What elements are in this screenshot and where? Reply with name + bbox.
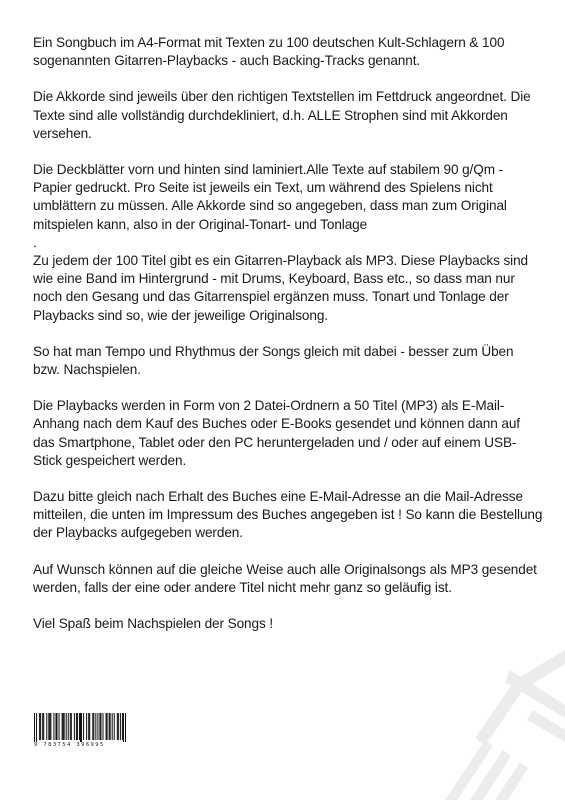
barcode-bar	[89, 713, 90, 740]
paragraph-print-quality: Die Deckblätter vorn und hinten sind laminiert.Alle Texte auf stabilem 90 g/Qm - Papier gedruckt. Pro Seite ist jeweils ein Text, um während des Spielens nicht umblättern zu müssen. Alle Akkorde sind so angegeben, dass man zum Original mitspielen kann, also in der Original-Tonart- und Tonlage	[33, 162, 507, 232]
paragraph-chords: Die Akkorde sind jeweils über den richtigen Textstellen im Fettdruck angeordnet. Die Texte sind alle vollständig durchdekliniert, d.h. ALLE Strophen sind mit Akkorden versehen.	[33, 89, 531, 141]
barcode-bar	[102, 713, 103, 740]
barcode-bar	[80, 713, 81, 743]
barcode-bar	[109, 713, 110, 740]
paragraph-intro: Ein Songbuch im A4-Format mit Texten zu 100 deutschen Kult-Schlagern & 100 sogenannten Gitarren-Playbacks - auch Backing-Tracks genannt.	[33, 35, 505, 69]
barcode-bar	[125, 713, 126, 743]
barcode-bar	[48, 713, 49, 740]
barcode-bar	[34, 713, 35, 743]
barcode-bar	[62, 713, 63, 740]
publisher-watermark-icon	[415, 650, 565, 800]
barcode-bar	[107, 713, 108, 740]
barcode-bar	[92, 713, 93, 740]
barcode-bar	[71, 713, 72, 740]
barcode-bar	[43, 713, 44, 740]
paragraph-email: Dazu bitte gleich nach Erhalt des Buches eine E-Mail-Adresse an die Mail-Adresse mitteilen, die unten im Impressum des Buches angegeben ist ! So kann die Bestellung der Playbacks aufgegeben werden.	[33, 489, 543, 541]
barcode-bar	[106, 713, 107, 740]
barcode-bar	[120, 713, 121, 740]
barcode-bar	[81, 713, 82, 743]
barcode-bar	[40, 713, 41, 740]
barcode-bar	[68, 713, 69, 740]
barcode-bar	[50, 713, 51, 740]
barcode-bar	[114, 713, 115, 740]
barcode-bar	[55, 713, 56, 740]
barcode-bar	[122, 713, 123, 740]
barcode-bar	[63, 713, 64, 740]
barcode-bar	[64, 713, 65, 740]
barcode-bar	[76, 713, 77, 740]
barcode-bar	[112, 713, 113, 740]
barcode-bar	[56, 713, 57, 740]
description-text	[33, 34, 543, 651]
paragraph-tempo: So hat man Tempo und Rhythmus der Songs gleich mit dabei - besser zum Üben bzw. Nachspielen.	[33, 343, 514, 378]
barcode-bar	[117, 713, 118, 740]
barcode-bar	[59, 713, 60, 740]
barcode-bar	[88, 713, 89, 740]
barcode-bar	[79, 713, 80, 740]
barcode-bar	[39, 713, 40, 740]
barcode-bar	[53, 713, 54, 740]
barcode-bars	[34, 713, 126, 743]
paragraph-dot: .	[33, 234, 37, 250]
paragraph-closing: Viel Spaß beim Nachspielen der Songs !	[33, 616, 274, 632]
isbn-number: 9 783754 396995	[34, 742, 126, 748]
barcode-bar	[95, 713, 96, 740]
barcode-bar	[36, 713, 37, 743]
paragraph-playbacks: Zu jedem der 100 Titel gibt es ein Gitarren-Playback als MP3. Diese Playbacks sind wie eine Band im Hintergrund - mit Drums, Keyboard, Bass etc., so dass man nur noch den Gesang und das Gitarrenspiel ergänzen muss. Tonart und Tonlage der Playbacks sind so, wie der jeweilige Originalsong.	[33, 253, 529, 323]
barcode-bar	[97, 713, 98, 740]
barcode-bar	[77, 713, 78, 740]
barcode-bar	[123, 713, 124, 743]
barcode-bar	[100, 713, 101, 740]
barcode-bar	[99, 713, 100, 740]
barcode-bar	[110, 713, 111, 740]
paragraph-originals: Auf Wunsch können auf die gleiche Weise auch alle Originalsongs als MP3 gesendet werden, falls der eine oder andere Titel nicht mehr ganz so geläufig ist.	[33, 561, 537, 595]
barcode-bar	[46, 713, 47, 740]
paragraph-delivery: Die Playbacks werden in Form von 2 Datei-Ordnern a 50 Titel (MP3) als E-Mail-Anhang nach dem Kauf des Buches oder E-Books gesendet und können dann auf das Smartphone, Tablet oder den PC heruntergeladen und / oder auf einem USB-Stick gespeichert werden.	[33, 398, 520, 468]
barcode-bar	[66, 713, 67, 740]
barcode-bar	[49, 713, 50, 740]
barcode-bar	[70, 713, 71, 740]
barcode-bar	[93, 713, 94, 740]
barcode-bar	[74, 713, 75, 740]
barcode-bar	[86, 713, 87, 740]
barcode-bar	[42, 713, 43, 740]
barcode-bar	[118, 713, 119, 740]
barcode-bar	[83, 713, 84, 740]
